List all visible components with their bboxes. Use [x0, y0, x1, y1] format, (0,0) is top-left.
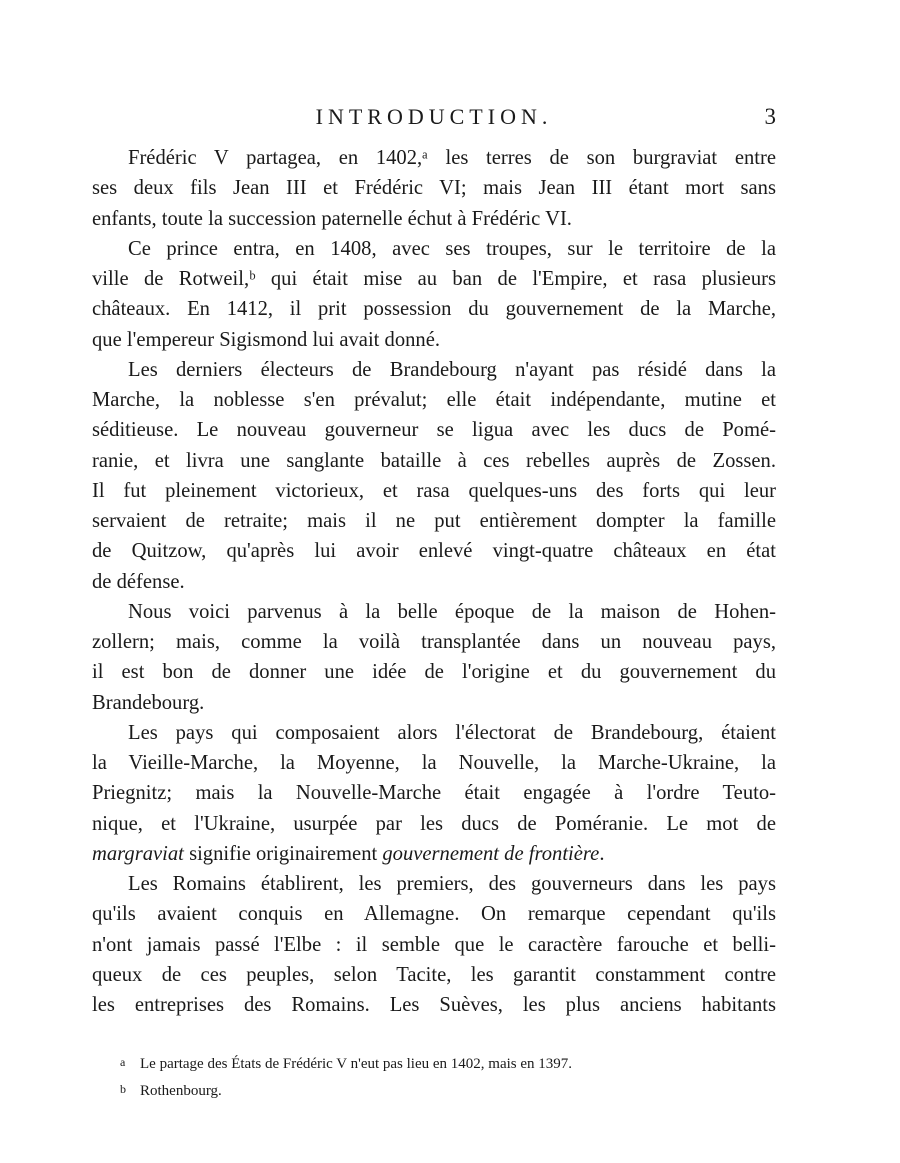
footnotes [120, 1050, 780, 1104]
text-line: il est bon de donner une idée de l'origine et du gouvernement du [92, 661, 776, 684]
body-text [92, 143, 776, 1020]
running-title: INTRODUCTION. [315, 104, 553, 129]
footnote-mark: a [120, 1055, 126, 1069]
footnote [120, 1077, 780, 1104]
running-head [92, 102, 776, 132]
text-line: de défense. [92, 570, 185, 593]
footnote-text: Le partage des États de Frédéric V n'eut pas lieu en 1402, mais en 1397. [140, 1056, 573, 1072]
text-line: Les derniers électeurs de Brandebourg n'ayant pas résidé dans la [128, 358, 776, 381]
footnote [120, 1050, 780, 1077]
text-line: Il fut pleinement victorieux, et rasa quelques-uns des forts qui leur [92, 479, 776, 502]
text-line: servaient de retraite; mais il ne put entièrement dompter la famille [92, 510, 776, 532]
text-line: Brandebourg. [92, 691, 205, 714]
text-line: de Quitzow, qu'après lui avoir enlevé vingt-quatre châteaux en état [92, 540, 776, 563]
text-line: zollern; mais, comme la voilà transplantée dans un nouveau pays, [92, 631, 776, 653]
text-fragment: signifie originairement [183, 842, 383, 865]
italic-term: gouvernement de frontière [382, 842, 600, 865]
text-line: nique, et l'Ukraine, usurpée par les ducs de Poméranie. Le mot de [92, 812, 776, 835]
text-line: que l'empereur Sigismond lui avait donné. [92, 328, 441, 351]
text-line: ses deux fils Jean III et Frédéric VI; mais Jean III étant mort sans [92, 177, 776, 200]
text-line: châteaux. En 1412, il prit possession du gouvernement de la Marche, [92, 298, 776, 321]
text-line: qu'ils avaient conquis en Allemagne. On remarque cependant qu'ils [92, 903, 776, 926]
text-line: n'ont jamais passé l'Elbe : il semble que le caractère farouche et belli- [92, 933, 776, 956]
text-fragment: . [599, 842, 605, 865]
text-line: Priegnitz; mais la Nouvelle-Marche était engagée à l'ordre Teuto- [92, 782, 776, 805]
italic-term: margraviat [92, 842, 184, 865]
footnote-mark: b [120, 1082, 126, 1096]
text-line: queux de ces peuples, selon Tacite, les garantit constamment contre [92, 963, 776, 986]
text-line: Frédéric V partagea, en 1402,ᵃ les terres de son burgraviat entre [128, 147, 776, 169]
text-line: Nous voici parvenus à la belle époque de la maison de Hohen- [128, 600, 776, 623]
text-line: Marche, la noblesse s'en prévalut; elle était indépendante, mutine et [92, 389, 776, 411]
text-line: les entreprises des Romains. Les Suèves, les plus anciens habitants [92, 994, 776, 1016]
text-line: séditieuse. Le nouveau gouverneur se ligua avec les ducs de Pomé- [92, 419, 776, 442]
text-line-with-italics [92, 839, 776, 869]
text-line: ranie, et livra une sanglante bataille à ces rebelles auprès de Zossen. [92, 449, 776, 472]
footnote-text: Rothenbourg. [140, 1083, 222, 1099]
text-line: enfants, toute la succession paternelle échut à Frédéric VI. [92, 207, 572, 230]
text-line: Les pays qui composaient alors l'électorat de Brandebourg, étaient [128, 721, 776, 744]
text-line: Ce prince entra, en 1408, avec ses troupes, sur le territoire de la [128, 237, 776, 260]
text-line: Les Romains établirent, les premiers, des gouverneurs dans les pays [128, 873, 776, 895]
text-line: la Vieille-Marche, la Moyenne, la Nouvelle, la Marche-Ukraine, la [92, 752, 776, 774]
text-line: ville de Rotweil,ᵇ qui était mise au ban de l'Empire, et rasa plusieurs [92, 268, 776, 290]
page-number: 3 [764, 104, 776, 129]
